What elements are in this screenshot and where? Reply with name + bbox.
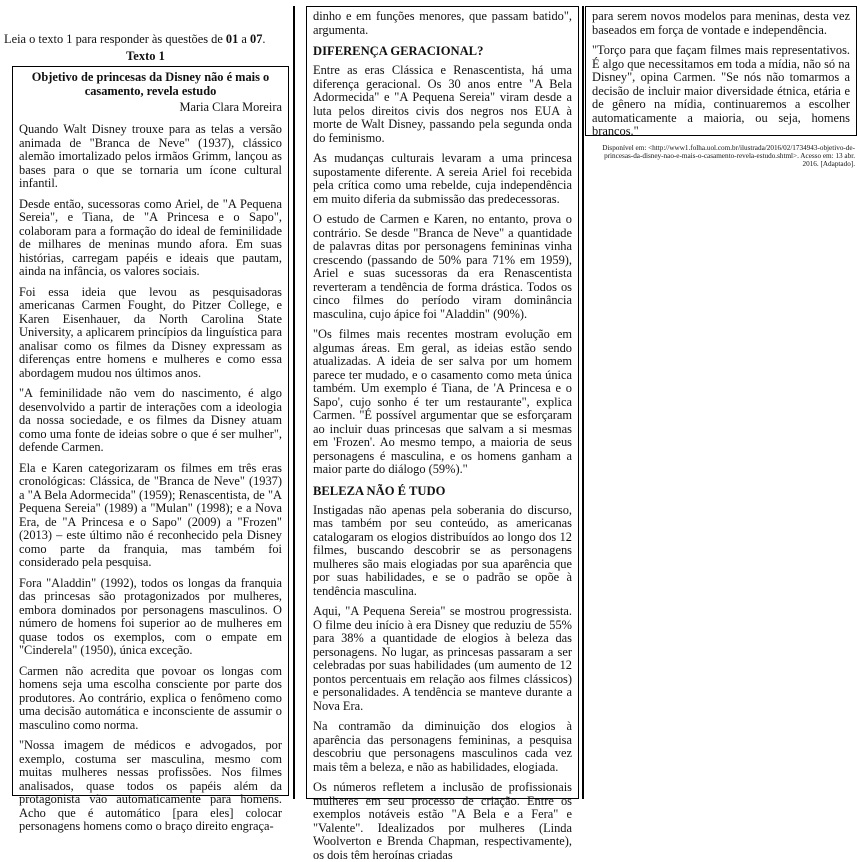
paragraph: Foi essa ideia que levou as pesquisadoras americanas Carmen Fought, do Pitzer College, e Karen Eisenhauer, da North Carolina State University, a aplicarem princípios da linguística para analisar como os filmes da Disney expressam as diferenças entre homens e mulheres e como essa abordagem mudou nos últimos anos. (19, 284, 282, 380)
paragraph: Desde então, sucessoras como Ariel, de "A Pequena Sereia", e Tiana, de "A Princesa e o Sapo", colaboram para a formação do ideal de feminilidade de milhares de meninas mundo afora. Em suas histórias, carregam papéis e ideais que pautam, ainda na infância, os valores sociais. (19, 196, 282, 278)
paragraph: O estudo de Carmen e Karen, no entanto, prova o contrário. Se desde "Branca de Neve" a quantidade de palavras ditas por personagens femininas vinha crescendo (passando de 50% para 71% em 1959), Ariel e suas sucessoras da era Renascentista reverteram a tendência de forma drástica. Todos os cinco filmes do período viram dominância masculina, cujo ápice foi "Aladdin" (90%). (313, 212, 572, 321)
paragraph: Quando Walt Disney trouxe para as telas a versão animada de "Branca de Neve" (1937), clássico alemão imortalizado pelos irmãos Grimm, lançou as bases para o que se tornaria um ícone cultural infantil. (19, 122, 282, 190)
paragraph: Entre as eras Clássica e Renascentista, há uma diferença geracional. Os 30 anos entre "A Bela Adormecida" e "A Pequena Sereia" viram desde a luta pelos direitos civis dos negros nos EUA à morte de Walt Disney, passando pela segunda onda do feminismo. (313, 63, 572, 145)
article-box-2 (306, 6, 579, 862)
column-2 (306, 0, 579, 862)
paragraph: Aqui, "A Pequena Sereia" se mostrou progressista. O filme deu início à era Disney que reduziu de 55% para 38% a quantidade de elogios à beleza das personagens. No lugar, as princesas passaram a ser celebradas por suas habilidades (um aumento de 12 pontos percentuais em relação aos filmes clássicos) e personalidades. A tendência se manteve durante a Nova Era. (313, 604, 572, 713)
paragraph: Os números refletem a inclusão de profissionais mulheres em seu processo de criação. Entre os exemplos notáveis estão "A Bela e a Fera" e "Valente". Idealizados por mulheres (Linda Woolverton e Brenda Chapman, respectivamente), os dois têm heroínas criadas (313, 780, 572, 862)
section-heading: BELEZA NÃO É TUDO (313, 483, 446, 498)
paragraph: "Os filmes mais recentes mostram evolução em algumas áreas. Em geral, as ideias estão sendo atualizadas. A ideia de ser salva por um homem parece ter mudado, e o casamento como meta única também. Um exemplo é Tiana, de 'A Princesa e o Sapo', cujo sonho é ter um restaurante", explica Carmen. "É possível argumentar que se esforçaram ao incluir duas princesas que salvam a si mesmas em 'Frozen'. Ao mesmo tempo, a maioria de seus personagens é masculina, e os homens ganham a maior parte do diálogo (59%)." (313, 327, 572, 476)
article-author: Maria Clara Moreira (179, 100, 282, 114)
article-title: Objetivo de princesas da Disney não é mais o casamento, revela estudo (31, 70, 270, 98)
article-box-1 (12, 66, 289, 833)
section-heading: DIFERENÇA GERACIONAL? (313, 44, 484, 58)
paragraph: Carmen não acredita que povoar os longas com homens seja uma escolha consciente por parte dos produtores. Ao contrário, explica o fenômeno como uma decisão automática e inconsciente de assumir o masculino como norma. (19, 663, 282, 732)
column-3 (585, 0, 857, 169)
paragraph: As mudanças culturais levaram a uma princesa supostamente diferente. A sereia Ariel foi recebida pela crítica como uma rebelde, cuja independência em muito diferia da submissão das predecessoras. (313, 151, 572, 206)
column-divider (582, 6, 584, 799)
paragraph: Ela e Karen categorizaram os filmes em três eras cronológicas: Clássica, de "Branca de Neve" (1937) a "A Bela Adormecida" (1959); Renascentista, de "A Pequena Sereia" (1989) a "Mulan" (1998); e a Nova Era, de "A Princesa e o Sapo" (2009) a "Frozen" (2013) – este último não é reconhecido pela Disney como parte da franquia, mas também foi considerado pela pesquisa. (19, 460, 282, 569)
paragraph: "A feminilidade não vem do nascimento, é algo desenvolvido a partir de interações com a ideologia da nossa sociedade, e os filmes da Disney atuam como uma fonte de ideias sobre o que é ser mulher", defende Carmen. (19, 386, 282, 454)
texto-label: Texto 1 (126, 49, 165, 63)
paragraph: "Nossa imagem de médicos e advogados, por exemplo, costuma ser masculina, mesmo com muitas mulheres nessas profissões. Nos filmes analisados, quase todos os papéis além da protagonista vão automaticamente para homens. Acho que é automático [para eles] colocar personagens homens como o braço direito engraça- (19, 738, 282, 833)
paragraph: Instigadas não apenas pela soberania do discurso, mas também por seu conteúdo, as americanas catalogaram os elogios distribuídos ao longo dos 12 filmes, buscando descobrir se as personagens mulheres são mais elogiadas por sua aparência que por suas habilidades, e se o padrão se opõe à tendência masculina. (313, 502, 572, 598)
paragraph: para serem novos modelos para meninas, desta vez baseados em força de vontade e independência. (592, 9, 850, 37)
instruction: Leia o texto 1 para responder às questões de 01 a 07. (4, 32, 266, 46)
article-box-3 (585, 6, 857, 136)
column-divider (293, 6, 295, 799)
paragraph: Na contramão da diminuição dos elogios à aparência das personagens femininas, a pesquisa descobriu que personagens masculinos cada vez mais têm a beleza, e não as habilidades, elogiada. (313, 719, 572, 774)
paragraph: Fora "Aladdin" (1992), todos os longas da franquia das princesas são protagonizados por mulheres, embora dominados por personagens masculinos. O número de homens foi superior ao de mulheres em quase todos os exemplos, com o empate em "Cinderela" (1950), única exceção. (19, 575, 282, 657)
column-1 (4, 0, 287, 833)
paragraph: "Torço para que façam filmes mais representativos. É algo que necessitamos em toda a mídia, não só na Disney", opina Carmen. "Se nós não tomarmos a decisão de incluir maior diversidade étnica, etária e de gênero na mídia, continuaremos a escolher automaticamente a maioria, ou seja, homens brancos." (592, 43, 850, 138)
paragraph: dinho e em funções menores, que passam batido", argumenta. (313, 9, 572, 37)
source-citation: Disponível em: <http://www1.folha.uol.com.br/ilustrada/2016/02/1734943-objetivo-de-princesas-da-disney-nao-e-mais-o-casamento-revela-estudo.shtml>. Acesso em: 13 abr. 2016. [Adaptado]. (602, 144, 855, 169)
